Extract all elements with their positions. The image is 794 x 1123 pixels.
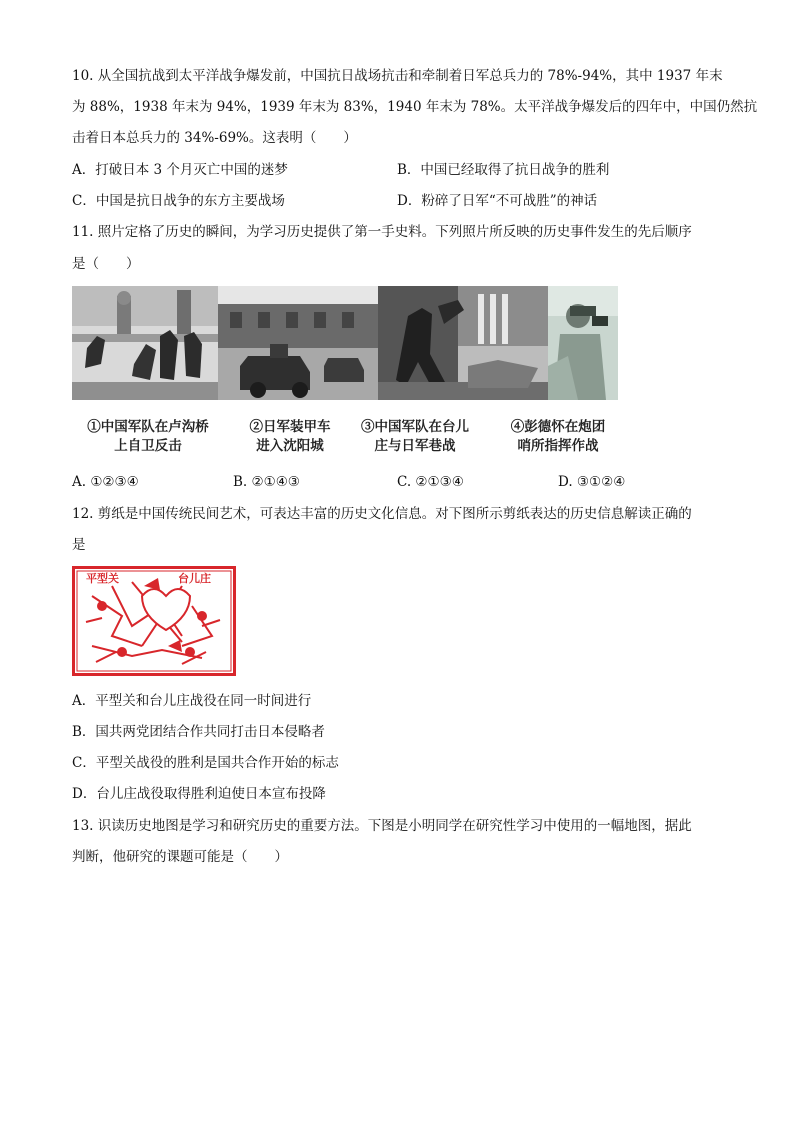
q12-option-d: D．台儿庄战役取得胜利迫使日本宣布投降 bbox=[72, 786, 326, 802]
q10-option-d: D．粉碎了日军“不可战胜”的神话 bbox=[397, 193, 598, 209]
caption-2 bbox=[230, 418, 350, 456]
photo-taierzhuang-street-fight bbox=[378, 286, 548, 400]
q10-stem-line3: 击着日本总兵力的 34%-69%。这表明（ ） bbox=[72, 130, 357, 146]
q10-stem-line1: 10. 从全国抗战到太平洋战争爆发前，中国抗日战场抗击和牵制着日军总兵力的 78%-94%，其中 1937 年末 bbox=[72, 68, 723, 84]
caption-2-line1: ②日军装甲车 bbox=[249, 419, 331, 435]
q13-stem-line2: 判断，他研究的课题可能是（ ） bbox=[72, 849, 288, 865]
photo-shenyang-armored-car bbox=[218, 286, 378, 400]
papercut-label-left: 平型关 bbox=[86, 572, 119, 585]
photo-lugou-bridge bbox=[72, 286, 218, 400]
q11-stem-line1: 11. 照片定格了历史的瞬间，为学习历史提供了第一手史料。下列照片所反映的历史事件发生的先后顺序 bbox=[72, 224, 692, 240]
q11-option-c: C. ②①③④ bbox=[397, 474, 464, 490]
q10-option-a: A．打破日本 3 个月灭亡中国的迷梦 bbox=[72, 162, 288, 178]
caption-1-line1: ①中国军队在卢沟桥 bbox=[87, 419, 209, 435]
q12-option-a: A．平型关和台儿庄战役在同一时间进行 bbox=[72, 693, 312, 709]
caption-3 bbox=[352, 418, 478, 456]
q12-stem-line2: 是 bbox=[72, 537, 86, 553]
caption-4-line2: 哨所指挥作战 bbox=[517, 438, 599, 454]
photo-peng-dehuai bbox=[548, 286, 618, 400]
caption-2-line2: 进入沈阳城 bbox=[256, 438, 324, 454]
q12-option-b: B．国共两党团结合作共同打击日本侵略者 bbox=[72, 724, 325, 740]
caption-3-line1: ③中国军队在台儿 bbox=[361, 419, 469, 435]
q10-option-b: B．中国已经取得了抗日战争的胜利 bbox=[397, 162, 610, 178]
q10-option-c: C．中国是抗日战争的东方主要战场 bbox=[72, 193, 285, 209]
q11-stem-line2: 是（ ） bbox=[72, 256, 140, 272]
q12-option-c: C．平型关战役的胜利是国共合作开始的标志 bbox=[72, 755, 339, 771]
caption-4-line1: ④彭德怀在炮团 bbox=[510, 419, 606, 435]
q11-option-a: A. ①②③④ bbox=[72, 474, 139, 490]
q10-stem-line2: 为 88%，1938 年末为 94%，1939 年末为 83%，1940 年末为 78%。太平洋战争爆发后的四年中，中国仍然抗 bbox=[72, 99, 758, 115]
papercut-label-right: 台儿庄 bbox=[178, 572, 211, 585]
caption-3-line2: 庄与日军巷战 bbox=[374, 438, 456, 454]
caption-1 bbox=[82, 418, 214, 456]
q13-stem-line1: 13. 识读历史地图是学习和研究历史的重要方法。下图是小明同学在研究性学习中使用的一幅地图，据此 bbox=[72, 818, 692, 834]
q11-option-d: D. ③①②④ bbox=[558, 474, 626, 490]
caption-4 bbox=[495, 418, 621, 456]
q12-stem-line1: 12. 剪纸是中国传统民间艺术，可表达丰富的历史文化信息。对下图所示剪纸表达的历史信息解读正确的 bbox=[72, 506, 692, 522]
papercut-image bbox=[72, 566, 236, 676]
q11-option-b: B. ②①④③ bbox=[233, 474, 300, 490]
caption-1-line2: 上自卫反击 bbox=[114, 438, 182, 454]
